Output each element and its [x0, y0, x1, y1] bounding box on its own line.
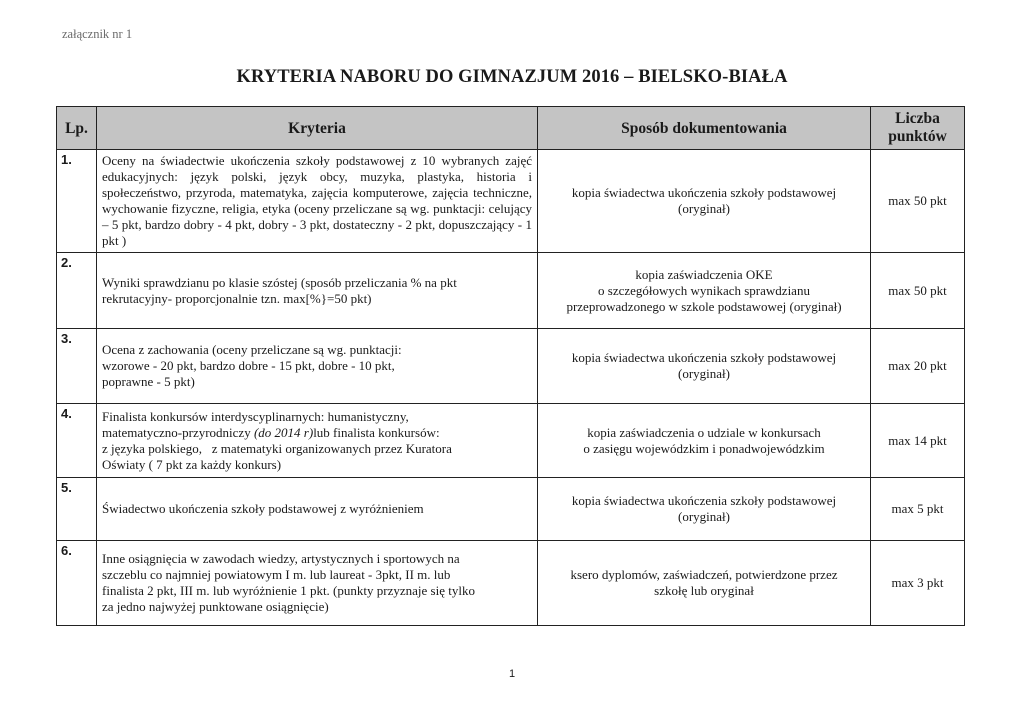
column-header-lp: Lp.	[57, 107, 97, 150]
criteria-line: Oświaty ( 7 pkt za każdy konkurs)	[102, 456, 282, 472]
attachment-label: załącznik nr 1	[62, 27, 133, 41]
row-number: 2.	[57, 253, 97, 329]
table-header-row	[57, 107, 965, 150]
documentation-line: (oryginał)	[678, 509, 730, 524]
table-row	[57, 329, 965, 404]
page-number: 1	[508, 668, 516, 680]
criteria-line: wzorowe - 20 pkt, bardzo dobre - 15 pkt, dobre - 10 pkt,	[102, 358, 395, 373]
criteria-line: Inne osiągnięcia w zawodach wiedzy, artystycznych i sportowych na	[102, 551, 460, 566]
criteria-italic-note: (do 2014 r)	[253, 424, 314, 440]
documentation-line: ksero dyplomów, zaświadczeń, potwierdzone przez	[570, 567, 838, 582]
criteria-cell: Oceny na świadectwie ukończenia szkoły podstawowej z 10 wybranych zajęć edukacyjnych: język polski, język obcy, muzyka, plastyka, historia i społeczeństwo, przyroda, matematyka, zajęcia komputerowe, zajęcia techniczne, wychowanie fizyczne, religia, etyka (oceny przeliczane są wg. punktacji: celujący – 5 pkt, bardzo dobry - 4 pkt, dobry - 3 pkt, dostateczny - 2 pkt, dopuszczający - 1 pkt )	[97, 150, 538, 253]
criteria-table	[56, 106, 965, 626]
criteria-line: Wyniki sprawdzianu po klasie szóstej (sposób przeliczania % na pkt	[102, 274, 457, 290]
criteria-line: za jedno najwyżej punktowane osiągnięcie)	[102, 599, 329, 614]
documentation-line: kopia zaświadczenia OKE	[635, 266, 773, 282]
criteria-line: Ocena z zachowania (oceny przeliczane są wg. punktacji:	[102, 342, 402, 357]
row-number: 3.	[57, 329, 97, 404]
criteria-line	[102, 425, 532, 441]
documentation-line: kopia świadectwa ukończenia szkoły podstawowej	[571, 350, 837, 365]
documentation-cell	[538, 329, 871, 404]
documentation-line: kopia zaświadczenia o udziale w konkursach	[587, 424, 821, 440]
criteria-cell: Świadectwo ukończenia szkoły podstawowej z wyróżnieniem	[97, 478, 538, 541]
points-cell: max 20 pkt	[871, 329, 965, 404]
documentation-line: przeprowadzonego w szkole podstawowej (oryginał)	[566, 298, 842, 314]
documentation-cell	[538, 404, 871, 478]
documentation-line: o zasięgu wojewódzkim i ponadwojewódzkim	[583, 440, 825, 456]
documentation-line: kopia świadectwa ukończenia szkoły podstawowej	[571, 493, 837, 508]
column-header-documentation: Sposób dokumentowania	[538, 107, 871, 150]
criteria-text: lub finalista konkursów:	[313, 424, 440, 440]
row-number: 5.	[57, 478, 97, 541]
documentation-cell	[538, 478, 871, 541]
column-header-points	[871, 107, 965, 150]
table-row	[57, 478, 965, 541]
points-cell: max 50 pkt	[871, 150, 965, 253]
points-cell: max 50 pkt	[871, 253, 965, 329]
table-row	[57, 541, 965, 626]
table-row	[57, 150, 965, 253]
row-number: 4.	[57, 404, 97, 478]
criteria-cell	[97, 541, 538, 626]
column-header-points-line1: Liczba	[895, 110, 940, 127]
row-number: 1.	[57, 150, 97, 253]
documentation-line: o szczegółowych wynikach sprawdzianu	[598, 282, 810, 298]
criteria-line: rekrutacyjny- proporcjonalnie tzn. max[%}=50 pkt)	[102, 290, 372, 306]
criteria-cell	[97, 253, 538, 329]
criteria-line: z języka polskiego, z matematyki organizowanych przez Kuratora	[102, 440, 452, 456]
page-title: KRYTERIA NABORU DO GIMNAZJUM 2016 – BIELSKO-BIAŁA	[236, 67, 788, 87]
documentation-cell	[538, 253, 871, 329]
table-row	[57, 253, 965, 329]
documentation-line: (oryginał)	[678, 366, 730, 381]
column-header-points-line2: punktów	[888, 128, 947, 145]
documentation-cell	[538, 541, 871, 626]
criteria-line: finalista 2 pkt, III m. lub wyróżnienie 1 pkt. (punkty przyznaje się tylko	[102, 583, 475, 598]
criteria-line: szczeblu co najmniej powiatowym I m. lub laureat - 3pkt, II m. lub	[102, 567, 451, 582]
documentation-line: szkołę lub oryginał	[654, 583, 754, 598]
criteria-line: poprawne - 5 pkt)	[102, 374, 195, 389]
criteria-text: matematyczno-przyrodniczy	[102, 424, 254, 440]
criteria-line: Finalista konkursów interdyscyplinarnych: humanistyczny,	[102, 408, 409, 424]
documentation-cell	[538, 150, 871, 253]
documentation-line: (oryginał)	[678, 201, 730, 216]
criteria-cell	[97, 329, 538, 404]
documentation-line: kopia świadectwa ukończenia szkoły podstawowej	[571, 185, 837, 200]
table-row	[57, 404, 965, 478]
points-cell: max 5 pkt	[871, 478, 965, 541]
points-cell: max 14 pkt	[871, 404, 965, 478]
points-cell: max 3 pkt	[871, 541, 965, 626]
column-header-criteria: Kryteria	[97, 107, 538, 150]
row-number: 6.	[57, 541, 97, 626]
criteria-cell	[97, 404, 538, 478]
